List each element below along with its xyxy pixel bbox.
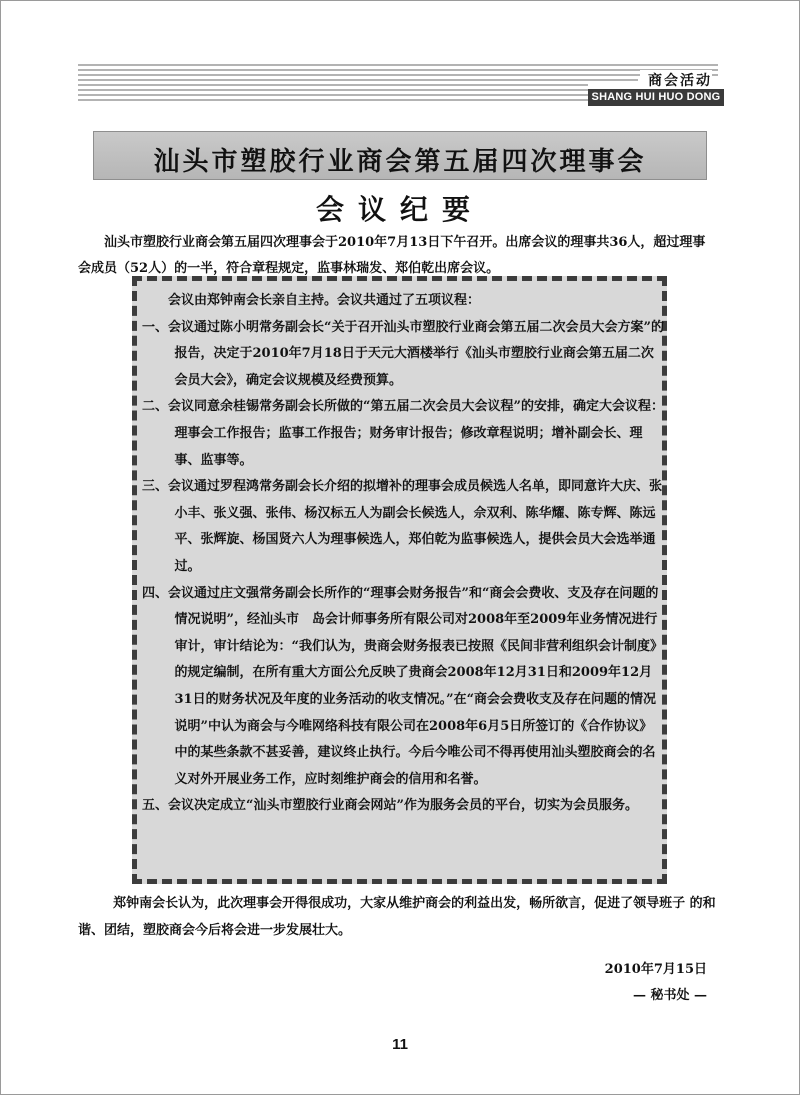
agenda-lead: 会议由郑钟南会长亲自主持。会议共通过了五项议程：: [168, 293, 481, 308]
agenda-item-4: 四、会议通过庄文强常务副会长所作的“理事会财务报告”和“商会会费收、支及存在问题的情况说明”，经汕头市 岛会计师事务所有限公司对2008年至2009年业务情况进行审计，审计结论为：“我们认为，贵商会财务报表已按照《民间非营利组织会计制度》的规定编制，在所有重大方面公允反映了贵商会2008年12月31日和2009年12月31日的财务状况及年度的业务活动的收支情况。”在“商会会费收支及存在问题的情况说明”中认为商会与今唯网络科技有限公司在2008年6月5日所签订的《合作协议》中的某些条款不甚妥善，建议终止执行。今后今唯公司不得再使用汕头塑胶商会的名义对外开展业务工作，应时刻维护商会的信用和名誉。: [142, 585, 663, 787]
agenda-item-3: 三、会议通过罗程鸿常务副会长介绍的拟增补的理事会成员候选人名单，即同意许大庆、张小丰、张义强、张伟、杨汉标五人为副会长候选人，佘双利、陈华耀、陈专辉、陈远平、张辉旋、杨国贤六人为理事候选人，郑伯乾为监事候选人，提供会员大会选举通过。: [142, 479, 663, 574]
page-subtitle: 会议纪要: [315, 193, 484, 226]
title-banner: [93, 131, 707, 180]
agenda-item-2: 二、会议同意余桂锡常务副会长所做的“第五届二次会员大会议程”的安排，确定大会议程：理事会工作报告；监事工作报告；财务审计报告；修改章程说明；增补副会长、理事、监事等。: [142, 399, 664, 468]
closing-text: 郑钟南会长认为，此次理事会开得很成功，大家从维护商会的利益出发，畅所欲言，促进了领导班子 的和谐、团结，塑胶商会今后将会进一步发展壮大。: [78, 896, 716, 938]
page-title: 汕头市塑胶行业商会第五届四次理事会: [153, 147, 647, 177]
section-label: 商会活动: [640, 70, 712, 90]
intro-text: 汕头市塑胶行业商会第五届四次理事会于2010年7月13日下午召开。出席会议的理事共36人，超过理事会成员（52人）的一半，符合章程规定，监事林瑞发、郑伯乾出席会议。: [78, 235, 706, 276]
agenda-content: [142, 288, 664, 820]
section-pinyin: SHANG HUI HUO DONG: [588, 89, 724, 106]
agenda-item-5: 五、会议决定成立“汕头市塑胶行业商会网站”作为服务会员的平台，切实为会员服务。: [142, 798, 638, 814]
agenda-item-1: 一、会议通过陈小明常务副会长“关于召开汕头市塑胶行业商会第五届二次会员大会方案”的报告，决定于2010年7月18日于天元大酒楼举行《汕头市塑胶行业商会第五届二次会员大会》，确定会议规模及经费预算。: [142, 319, 664, 388]
intro-paragraph: [78, 230, 718, 282]
document-signer: — 秘书处 —: [632, 988, 707, 1003]
closing-paragraph: [78, 890, 718, 944]
page-number: 11: [392, 1036, 408, 1053]
document-date: 2010年7月15日: [604, 962, 707, 977]
